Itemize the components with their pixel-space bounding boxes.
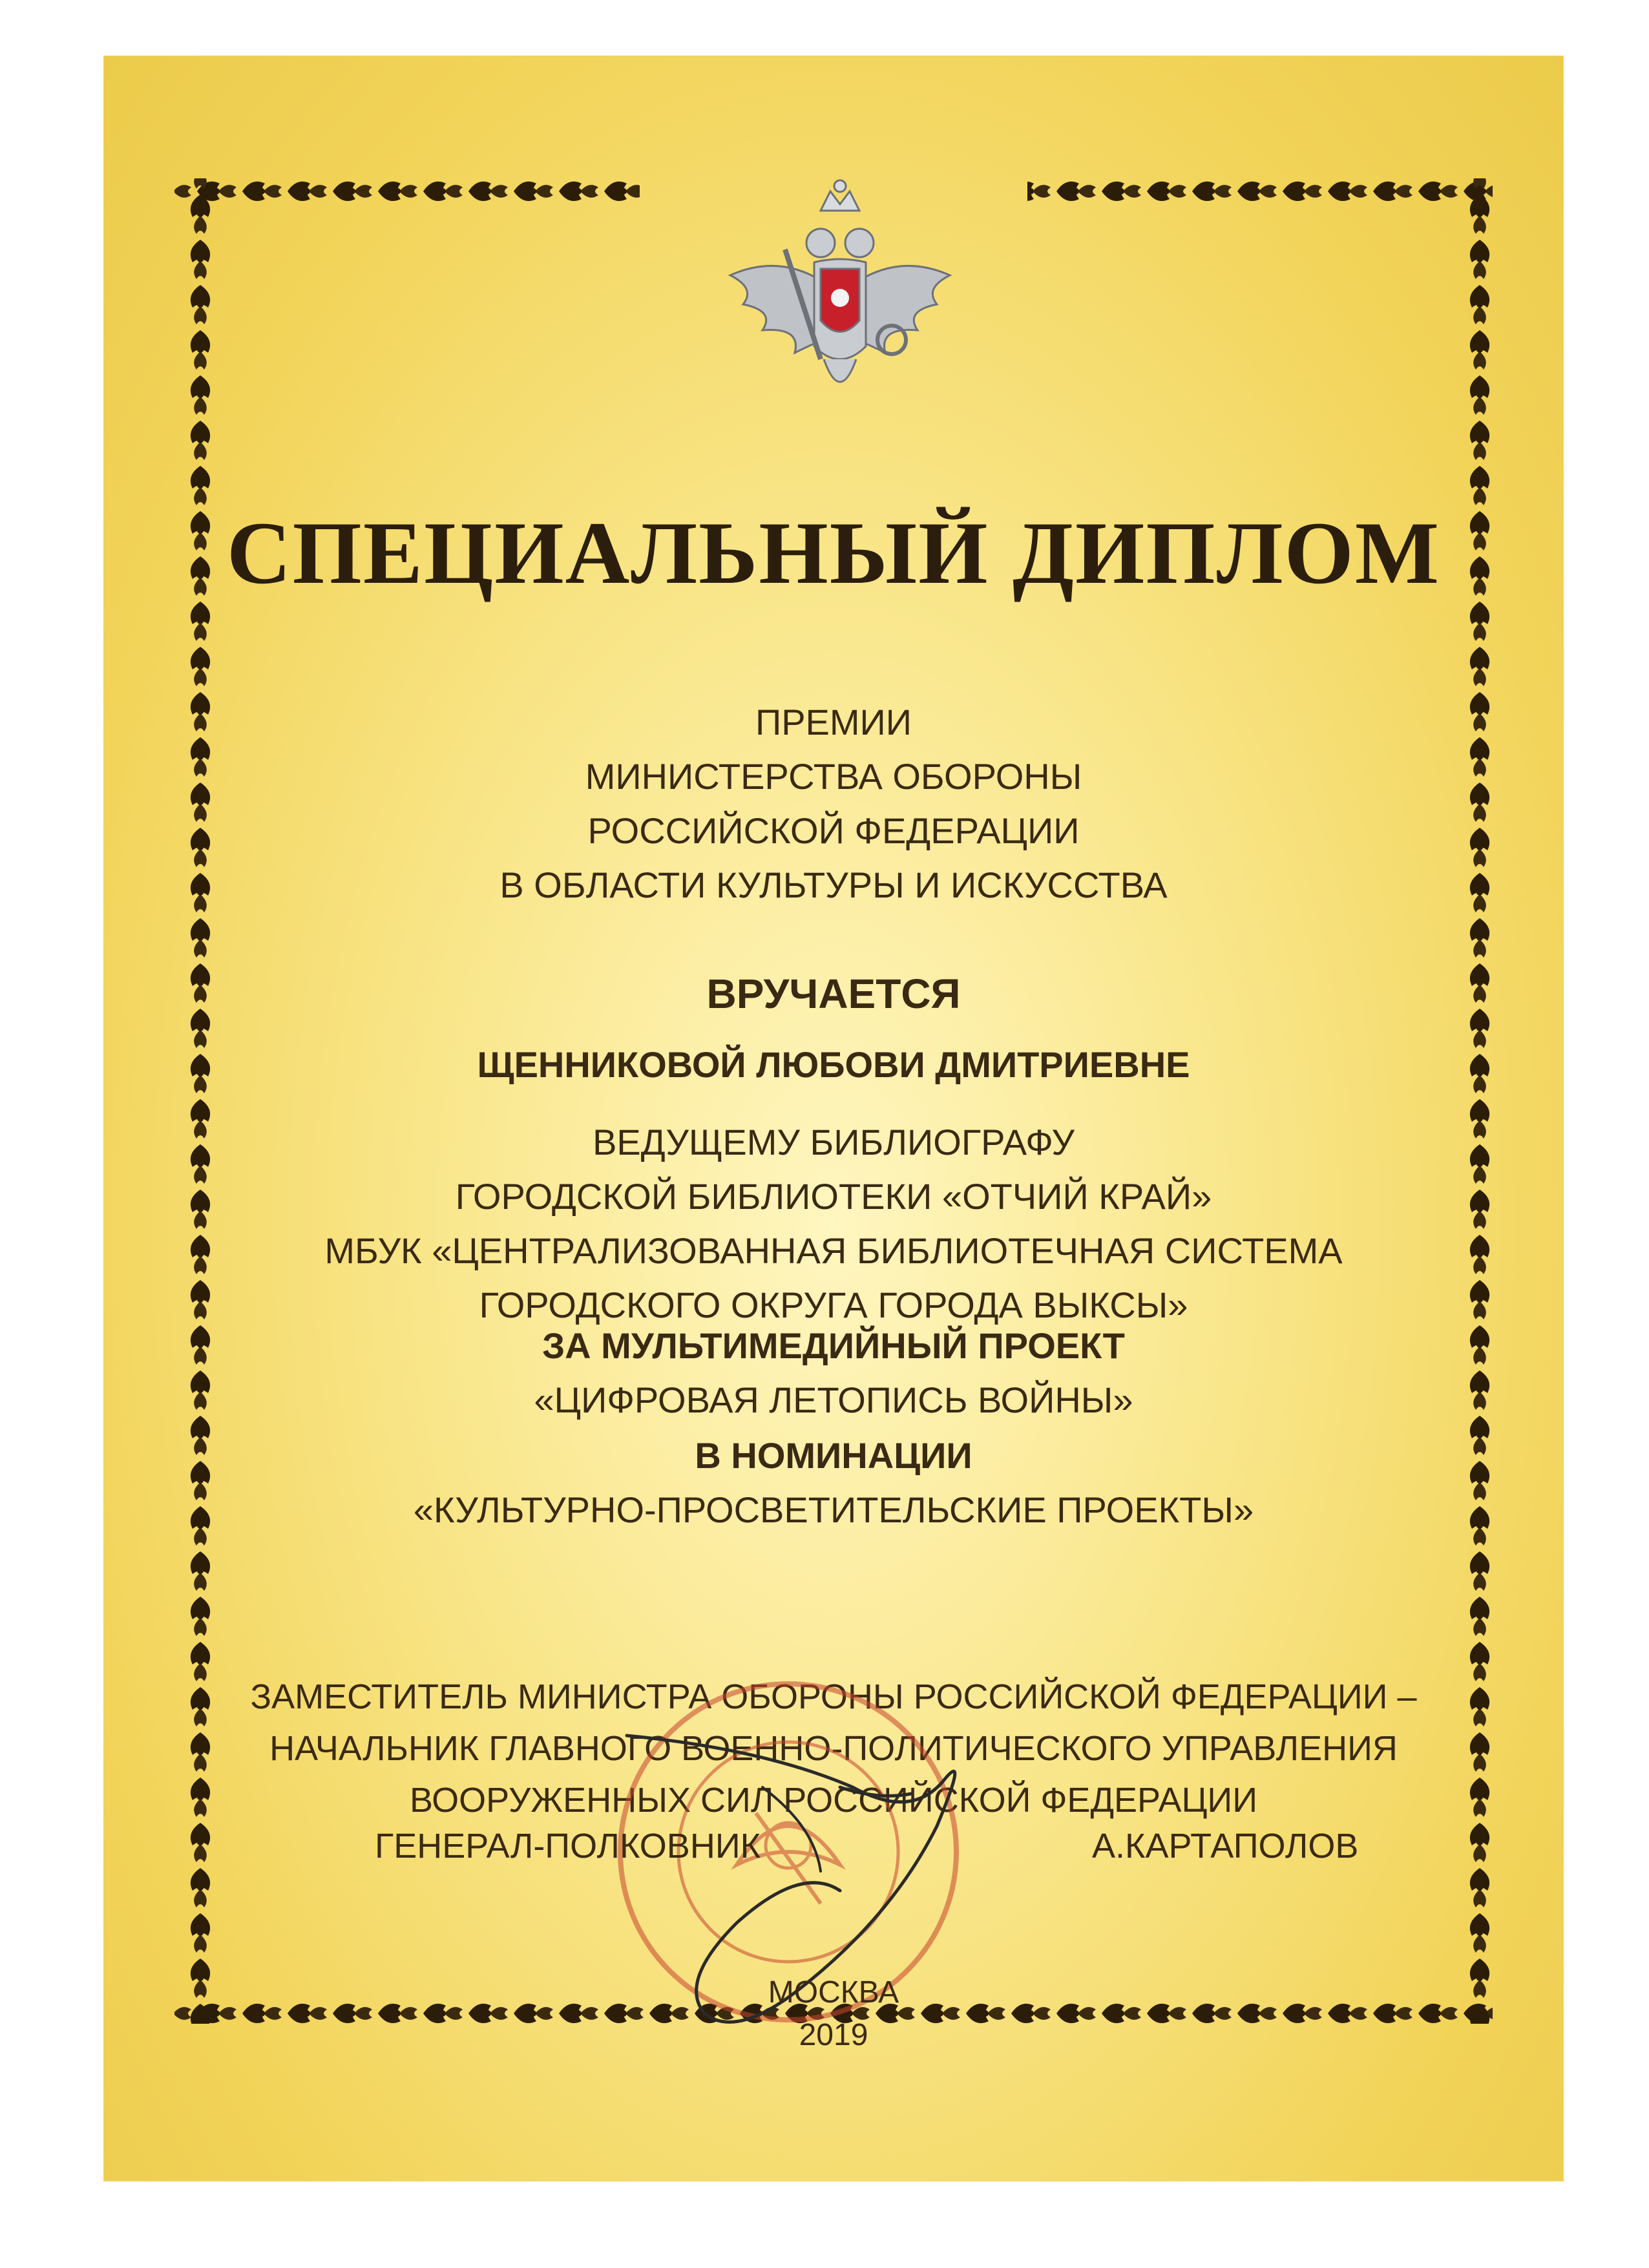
prize-line: В ОБЛАСТИ КУЛЬТУРЫ И ИСКУССТВА [499,865,1168,905]
prize-line: ПРЕМИИ [755,702,912,742]
recipient-name: ЩЕННИКОВОЙ ЛЮБОВИ ДМИТРИЕВНЕ [477,1044,1190,1085]
year: 2019 [799,2018,868,2052]
diploma-sheet [103,56,1564,2181]
position-line: ВЕДУЩЕМУ БИБЛИОГРАФУ [593,1122,1075,1162]
place-and-date [103,1971,1564,2057]
nomination-label: В НОМИНАЦИИ [695,1435,972,1476]
project-label: ЗА МУЛЬТИМЕДИЙНЫЙ ПРОЕКТ [542,1325,1125,1366]
project-name: «ЦИФРОВАЯ ЛЕТОПИСЬ ВОЙНЫ» [534,1380,1133,1420]
position-line: ГОРОДСКОГО ОКРУГА ГОРОДА ВЫКСЫ» [479,1285,1188,1325]
signatory-line: ВООРУЖЕННЫХ СИЛ РОССИЙСКОЙ ФЕДЕРАЦИИ [409,1781,1258,1820]
signer-name: А.КАРТАПОЛОВ [1092,1827,1359,1865]
nomination-name: «КУЛЬТУРНО-ПРОСВЕТИТЕЛЬСКИЕ ПРОЕКТЫ» [413,1489,1254,1530]
recipient-position [103,1115,1564,1332]
signer-rank: ГЕНЕРАЛ-ПОЛКОВНИК [375,1827,761,1865]
prize-block [103,695,1564,912]
position-line: ГОРОДСКОЙ БИБЛИОТЕКИ «ОТЧИЙ КРАЙ» [455,1176,1212,1217]
ministry-eagle-emblem-icon [717,165,963,424]
prize-line: РОССИЙСКОЙ ФЕДЕРАЦИИ [587,810,1080,851]
signatory-line: ЗАМЕСТИТЕЛЬ МИНИСТРА ОБОРОНЫ РОССИЙСКОЙ ФЕДЕРАЦИИ – [250,1677,1417,1716]
city: МОСКВА [768,1975,899,2010]
diploma-title: СПЕЦИАЛЬНЫЙ ДИПЛОМ [226,503,1441,602]
prize-line: МИНИСТЕРСТВА ОБОРОНЫ [585,756,1082,797]
awarded-label: ВРУЧАЕТСЯ [706,971,961,1017]
project-block [103,1319,1564,1427]
nomination-block [103,1429,1564,1537]
position-line: МБУК «ЦЕНТРАЛИЗОВАННАЯ БИБЛИОТЕЧНАЯ СИСТЕМА [324,1230,1343,1271]
signatory-line: НАЧАЛЬНИК ГЛАВНОГО ВОЕННО-ПОЛИТИЧЕСКОГО УПРАВЛЕНИЯ [269,1729,1398,1768]
